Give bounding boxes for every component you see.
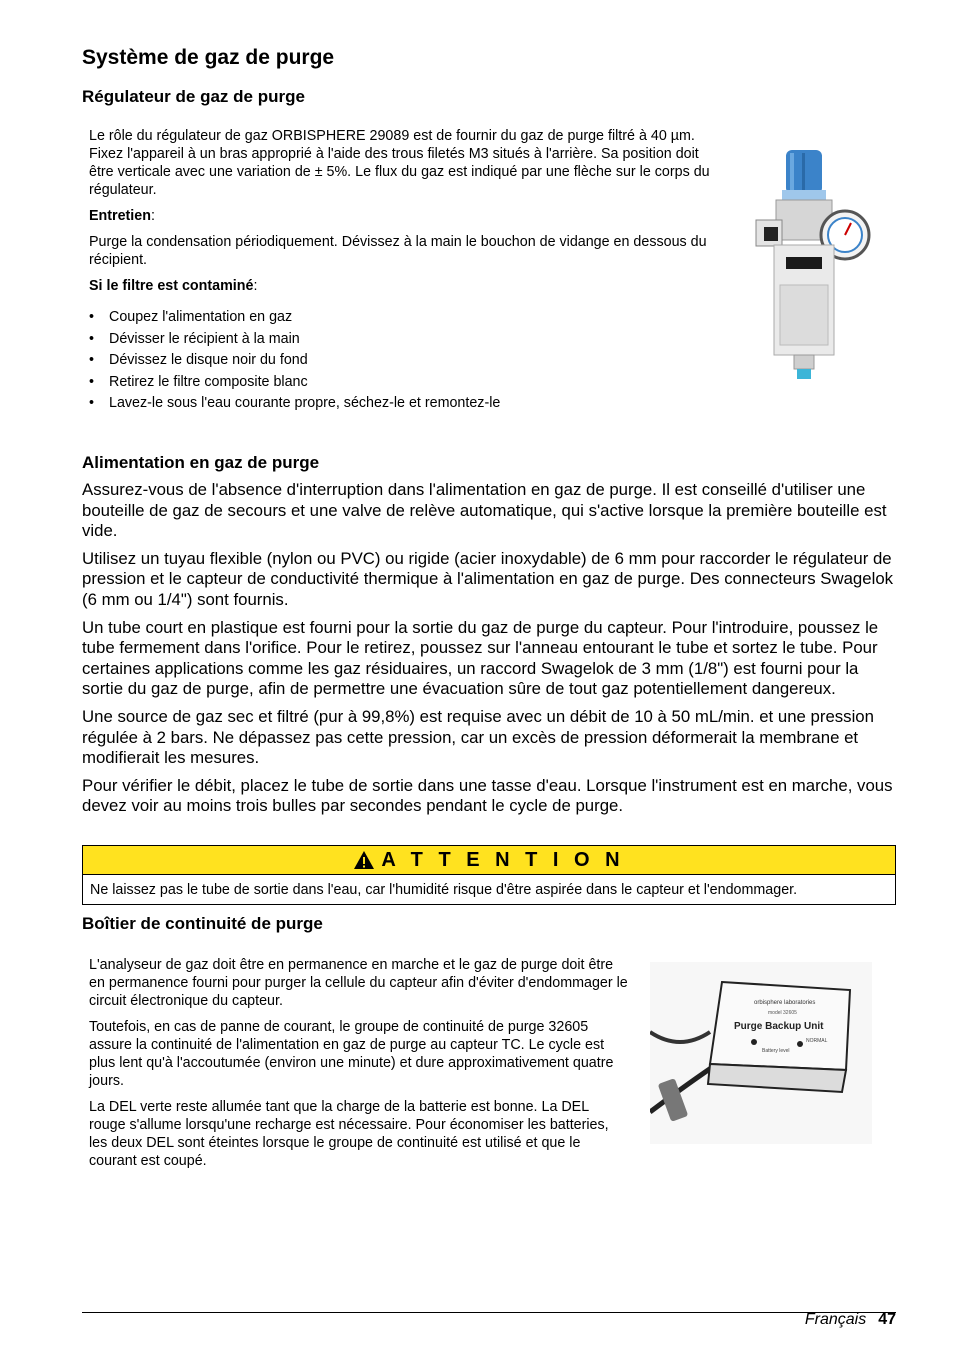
supply-paragraph: Assurez-vous de l'absence d'interruption dans l'alimentation en gaz de purge. Il est conseillé d'utiliser une bouteille de gaz de secours et une valve de relève automatique, qui s'active lorsque la première bouteille est vide.	[82, 480, 887, 541]
backup-paragraph: Toutefois, en cas de panne de courant, le groupe de continuité de purge 32605 assure la continuité de l'alimentation en gaz de purge au capteur TC. Le cycle est plus lent qu'à l'accoutumée (environ une minute) et dure approximativement quatre jours.	[89, 1019, 614, 1089]
footer-divider	[82, 1312, 896, 1313]
contaminated-label: Si le filtre est contaminé	[89, 278, 254, 294]
supply-paragraph: Un tube court en plastique est fourni pour la sortie du gaz de purge du capteur. Pour l'introduire, poussez le tube fermement dans l'orifice. Pour le retirez, poussez sur l'anneau entourant le tube et sortez le tube. Pour certaines applications comme les gaz résiduaires, un raccord Swagelok de 3 mm (1/8") est fourni pour la sortie du gaz de purge, afin de permettre une évacuation sûre de tout gaz potentiellement dangereux.	[82, 617, 879, 699]
device-battery-label: Battery level	[762, 1048, 790, 1054]
attention-text: Ne laissez pas le tube de sortie dans l'eau, car l'humidité risque d'être aspirée dans le capteur et l'endommager.	[90, 882, 798, 898]
backup-paragraph: La DEL verte reste allumée tant que la charge de la batterie est bonne. La DEL rouge s'allume lorsqu'une recharge est nécessaire. Pour économiser les batteries, les deux DEL sont éteintes lorsque le groupe de continuité est utilisé et que le courant est coupé.	[89, 1099, 609, 1169]
maintenance-label-line: Entretien:	[89, 208, 155, 224]
device-label: Purge Backup Unit	[734, 1021, 824, 1032]
maintenance-label: Entretien	[89, 208, 151, 224]
footer-language: Français	[804, 1311, 867, 1328]
maintenance-text: Purge la condensation périodiquement. Dévissez à la main le bouchon de vidange en dessous du récipient.	[89, 234, 707, 268]
attention-box	[82, 845, 896, 905]
supply-paragraph: Une source de gaz sec et filtré (pur à 99,8%) est requise avec un débit de 10 à 50 mL/min. et une pression régulée à 2 bars. Ne dépassez pas cette pression, car un excès de pression déformerait la membrane et modifierait les mesures.	[82, 706, 874, 768]
supply-paragraph: Pour vérifier le débit, placez le tube de sortie dans une tasse d'eau. Lorsque l'instrument est en marche, vous devez voir au moins trois bulles par secondes pendant le cycle de purge.	[82, 775, 893, 816]
backup-unit-image	[650, 962, 872, 1144]
device-model: model 32605	[768, 1010, 797, 1016]
regulator-intro: Le rôle du régulateur de gaz ORBISPHERE 29089 est de fournir du gaz de purge filtré à 40 µm. Fixez l'appareil à un bras approprié à l'aide des trous filetés M3 situés à l'arrière. Sa position doit être verticale avec une variation de ± 5%. Le flux du gaz est indiqué par une flèche sur le corps du régulateur.	[89, 128, 710, 198]
list-item: • Dévisser le récipient à la main	[89, 329, 709, 351]
warning-triangle-icon	[353, 850, 375, 870]
supply-heading: Alimentation en gaz de purge	[82, 453, 320, 472]
page-heading: Système de gaz de purge	[82, 46, 335, 69]
filter-steps-list	[89, 307, 709, 415]
regulator-heading: Régulateur de gaz de purge	[82, 87, 305, 106]
page-footer	[805, 1311, 896, 1329]
page-number: 47	[878, 1311, 896, 1328]
backup-heading: Boîtier de continuité de purge	[82, 914, 323, 933]
device-brand: orbisphere laboratories	[754, 1000, 816, 1006]
list-item: • Coupez l'alimentation en gaz	[89, 307, 709, 329]
supply-paragraph: Utilisez un tuyau flexible (nylon ou PVC) ou rigide (acier inoxydable) de 6 mm pour raccorder le régulateur de pression et le capteur de conductivité thermique à l'alimentation en gaz de purge. Des connecteurs Swagelok (6 mm ou 1/4") sont fournis.	[82, 548, 894, 609]
backup-paragraph: L'analyseur de gaz doit être en permanence en marche et le gaz de purge doit être en permanence fourni pour purger la cellule du capteur afin d'éviter d'endommager le circuit électronique du capteur.	[89, 957, 628, 1009]
supply-text	[82, 480, 898, 824]
contaminated-label-line: Si le filtre est contaminé:	[89, 278, 258, 294]
regulator-image	[752, 145, 872, 385]
regulator-text	[89, 127, 719, 303]
list-item: • Retirez le filtre composite blanc	[89, 372, 709, 394]
attention-title: A T T E N T I O N	[381, 848, 625, 871]
backup-text	[89, 956, 629, 1178]
list-item: • Dévissez le disque noir du fond	[89, 350, 709, 372]
attention-header	[83, 846, 895, 875]
device-normal-label: NORMAL	[806, 1038, 828, 1044]
list-item: • Lavez-le sous l'eau courante propre, séchez-le et remontez-le	[89, 393, 709, 415]
